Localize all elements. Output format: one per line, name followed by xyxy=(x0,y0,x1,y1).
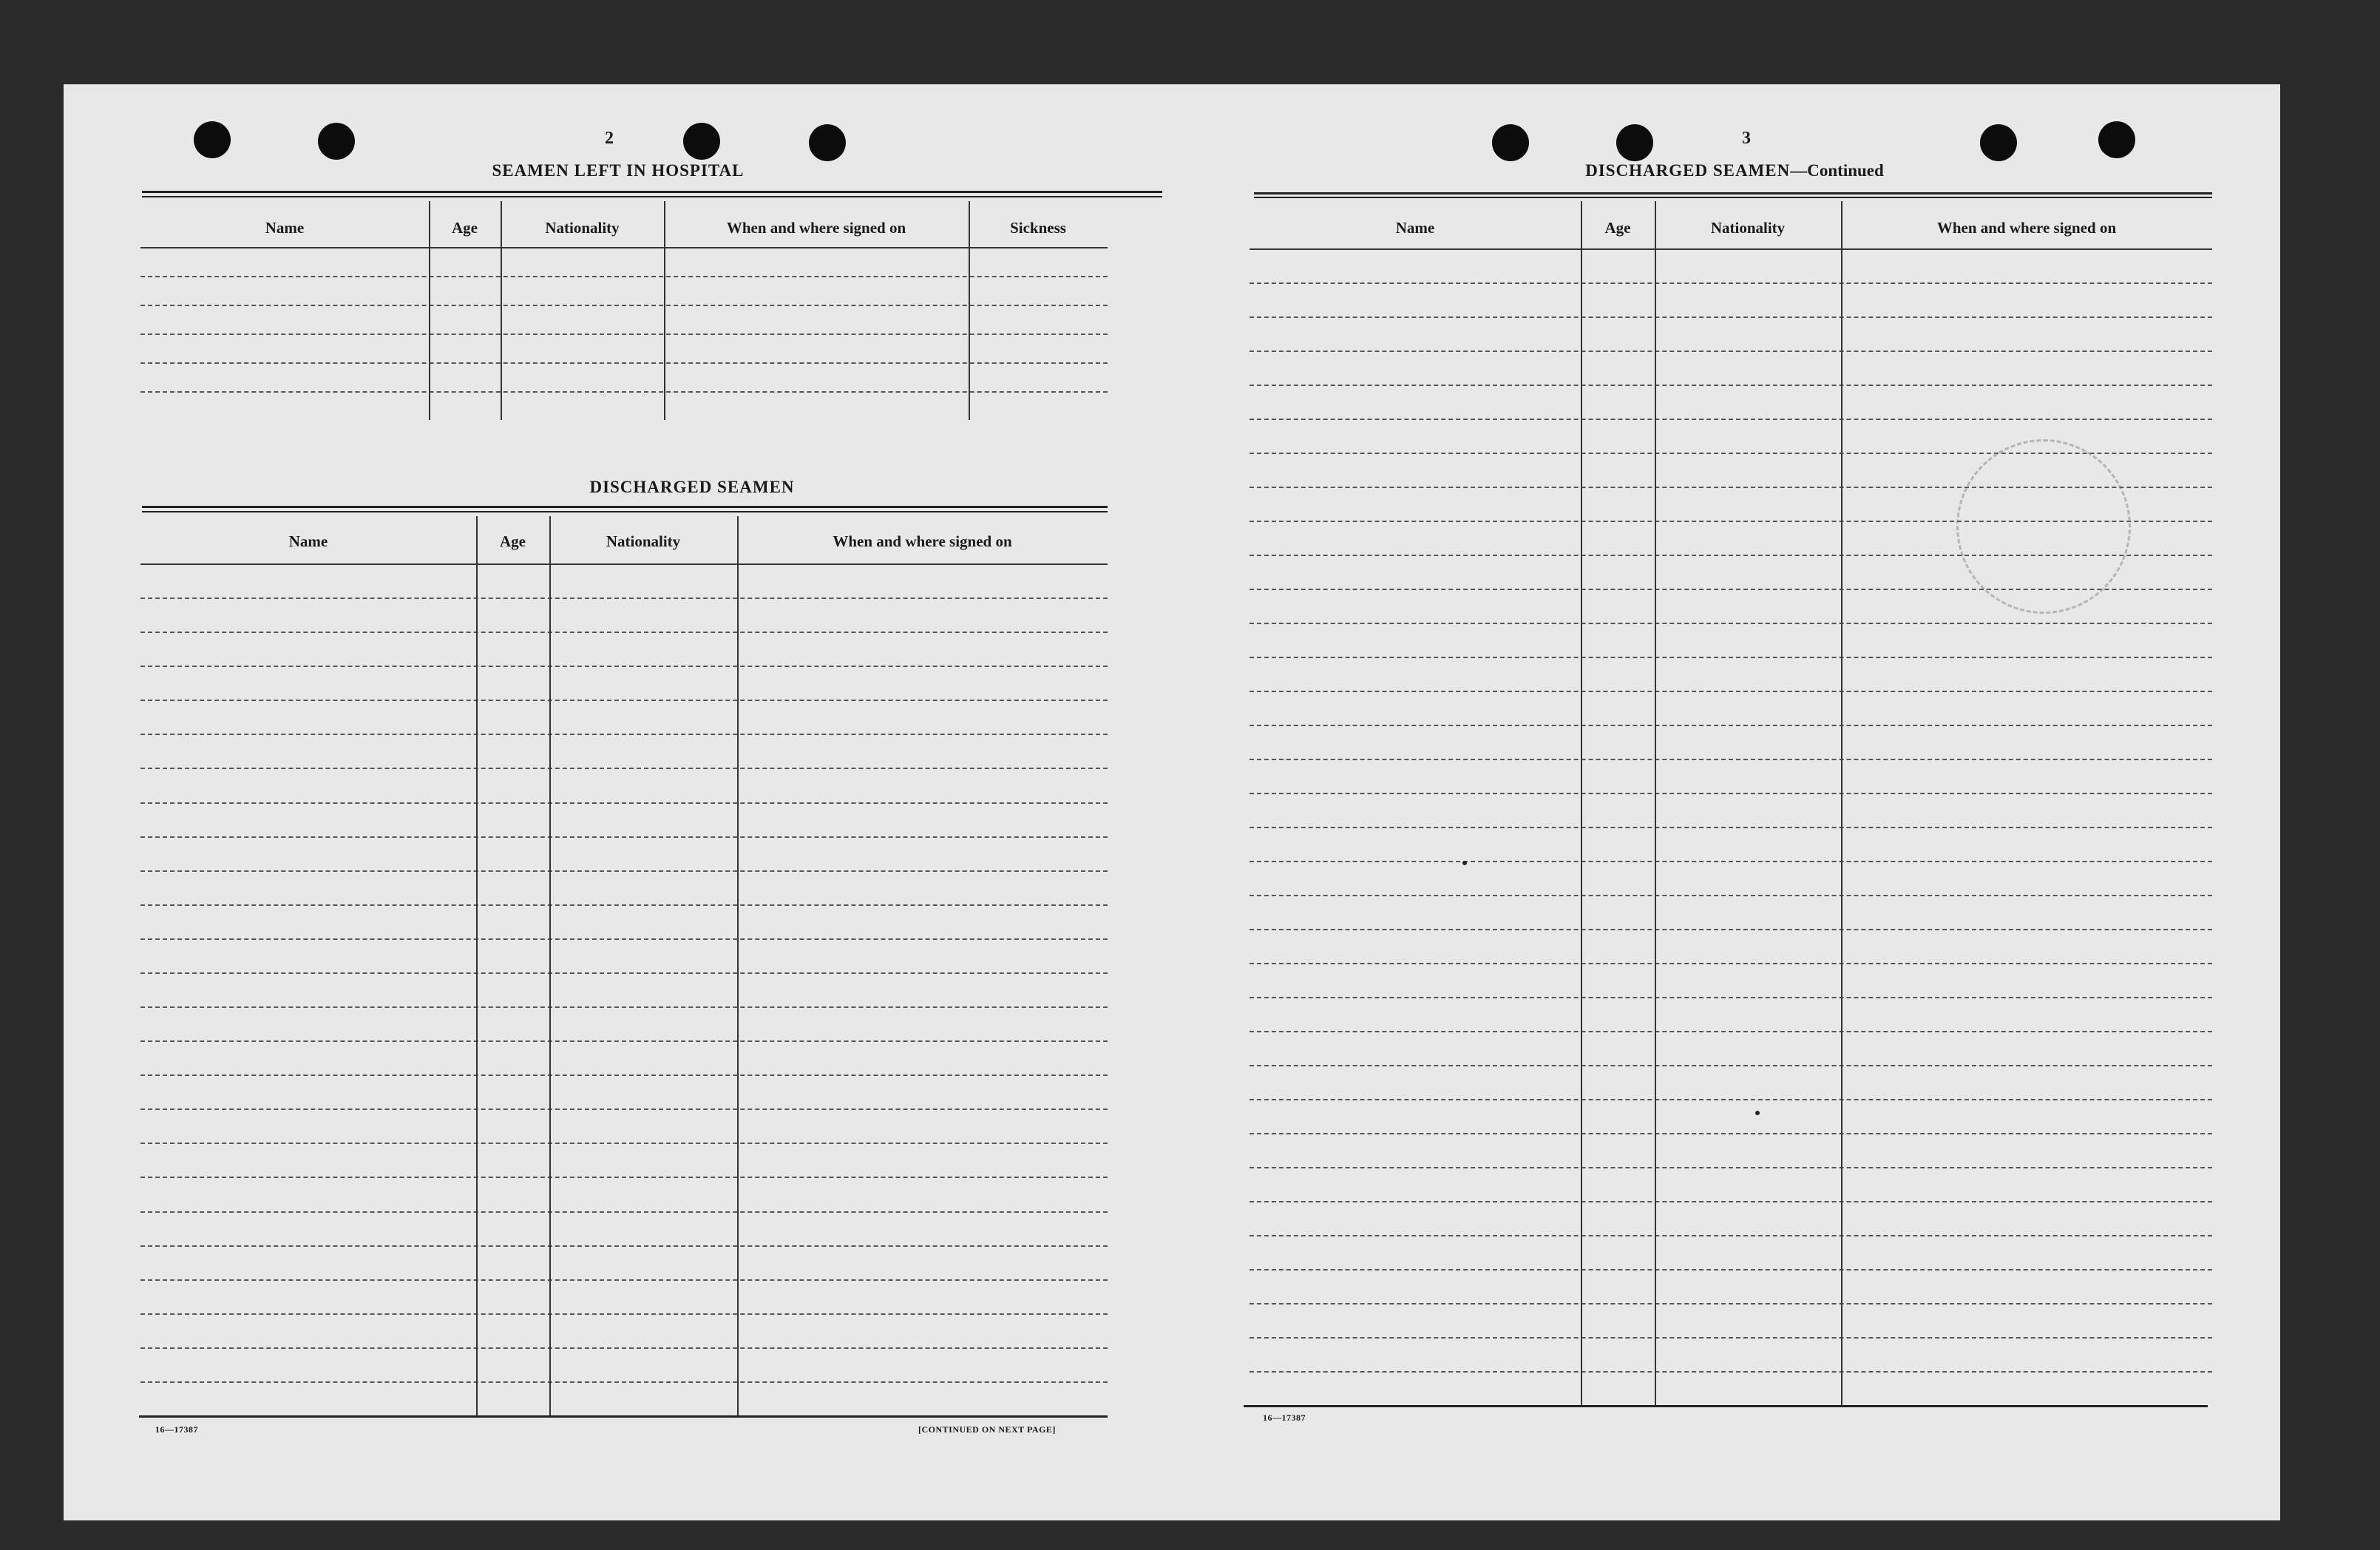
hospital-section-title: SEAMEN LEFT IN HOSPITAL xyxy=(492,161,745,180)
table-row xyxy=(140,1109,1108,1110)
header-divider xyxy=(140,247,1108,248)
column-divider xyxy=(969,201,970,420)
table-row xyxy=(140,632,1108,633)
form-code-right: 16—17387 xyxy=(1263,1412,1306,1423)
table-row xyxy=(140,1143,1108,1144)
table-row xyxy=(1250,1303,2212,1304)
table-row xyxy=(1250,1133,2212,1134)
col-header-nationality: Nationality xyxy=(606,532,681,550)
table-row xyxy=(140,734,1108,735)
table-row xyxy=(1250,1337,2212,1339)
form-code-left: 16—17387 xyxy=(155,1424,198,1435)
punch-hole xyxy=(318,123,355,160)
ink-speck xyxy=(1755,1111,1760,1115)
table-row xyxy=(140,1177,1108,1178)
table-row xyxy=(140,938,1108,940)
hospital-table xyxy=(140,201,1108,420)
table-row xyxy=(1250,793,2212,794)
discharged-continued-title xyxy=(1528,161,1942,180)
table-row xyxy=(1250,282,2212,284)
col-header-name: Name xyxy=(288,532,328,550)
table-row xyxy=(1250,895,2212,896)
col-header-name: Name xyxy=(1395,219,1435,237)
discharged-section-title: DISCHARGED SEAMEN xyxy=(589,478,795,496)
col-header-nationality: Nationality xyxy=(1710,219,1786,237)
discharged-table-left xyxy=(140,516,1108,1415)
table-row xyxy=(1250,1099,2212,1100)
header-rule xyxy=(142,191,1162,193)
punch-hole xyxy=(1492,124,1529,161)
table-row xyxy=(140,1347,1108,1349)
column-divider xyxy=(1655,201,1656,1405)
col-header-sickness: Sickness xyxy=(1010,219,1066,237)
col-header-name: Name xyxy=(265,219,305,237)
left-page-number: 2 xyxy=(605,129,614,148)
header-rule xyxy=(142,196,1162,197)
col-header-age: Age xyxy=(1604,219,1631,237)
table-row xyxy=(1250,691,2212,692)
table-row xyxy=(1250,623,2212,624)
table-row xyxy=(1250,351,2212,352)
column-divider xyxy=(1581,201,1582,1405)
col-header-signed-on: When and where signed on xyxy=(1936,219,2117,237)
punch-hole xyxy=(2098,121,2135,158)
table-row xyxy=(140,802,1108,804)
table-row xyxy=(1250,1235,2212,1236)
ink-speck xyxy=(1462,861,1467,865)
column-divider xyxy=(737,516,739,1415)
discharged-title-suffix: —Continued xyxy=(1790,161,1884,180)
table-row xyxy=(140,768,1108,769)
punch-hole xyxy=(194,121,231,158)
table-row xyxy=(1250,1371,2212,1373)
table-row xyxy=(140,1040,1108,1042)
table-row xyxy=(1250,1031,2212,1032)
table-row xyxy=(1250,929,2212,930)
table-row xyxy=(1250,963,2212,964)
column-divider xyxy=(1841,201,1842,1405)
col-header-age: Age xyxy=(500,532,526,550)
table-row xyxy=(140,391,1108,393)
right-page-number: 3 xyxy=(1742,129,1751,148)
table-row xyxy=(140,870,1108,872)
col-header-nationality: Nationality xyxy=(545,219,620,237)
table-row xyxy=(140,1074,1108,1076)
col-header-age: Age xyxy=(452,219,478,237)
table-row xyxy=(1250,997,2212,998)
punch-hole xyxy=(1616,124,1653,161)
table-row xyxy=(140,305,1108,306)
punch-hole xyxy=(809,124,846,161)
table-row xyxy=(1250,385,2212,386)
table-row xyxy=(140,666,1108,667)
column-divider xyxy=(476,516,478,1415)
column-divider xyxy=(501,201,502,420)
table-row xyxy=(140,836,1108,838)
table-row xyxy=(1250,1065,2212,1066)
table-row xyxy=(140,362,1108,364)
header-divider xyxy=(1250,248,2212,250)
discharged-title-main: DISCHARGED SEAMEN xyxy=(1585,161,1791,180)
table-row xyxy=(1250,759,2212,760)
table-row xyxy=(140,972,1108,974)
table-row xyxy=(1250,827,2212,828)
bottom-rule xyxy=(1244,1405,2208,1407)
header-rule xyxy=(142,511,1108,512)
column-divider xyxy=(429,201,430,420)
table-row xyxy=(1250,1201,2212,1202)
header-rule xyxy=(1254,197,2212,198)
punch-hole xyxy=(1980,124,2017,161)
col-header-signed-on: When and where signed on xyxy=(726,219,906,237)
table-row xyxy=(1250,317,2212,318)
table-row xyxy=(140,904,1108,906)
document-sheet xyxy=(64,84,2280,1520)
table-row xyxy=(140,598,1108,599)
column-divider xyxy=(549,516,551,1415)
table-row xyxy=(140,1381,1108,1383)
table-row xyxy=(140,1279,1108,1281)
col-header-signed-on: When and where signed on xyxy=(833,532,1012,550)
table-row xyxy=(140,1313,1108,1315)
header-rule xyxy=(142,506,1108,508)
column-divider xyxy=(664,201,665,420)
table-row xyxy=(1250,419,2212,420)
faint-stamp xyxy=(1956,439,2131,614)
punch-hole xyxy=(683,123,720,160)
table-row xyxy=(140,1211,1108,1213)
table-row xyxy=(140,1006,1108,1008)
bottom-rule xyxy=(139,1415,1108,1418)
header-rule xyxy=(1254,192,2212,194)
table-row xyxy=(1250,1167,2212,1168)
table-row xyxy=(1250,1269,2212,1270)
table-row xyxy=(1250,861,2212,862)
table-row xyxy=(140,700,1108,701)
header-divider xyxy=(140,564,1108,565)
table-row xyxy=(140,1245,1108,1247)
table-row xyxy=(1250,657,2212,658)
table-row xyxy=(1250,725,2212,726)
table-row xyxy=(140,334,1108,335)
table-row xyxy=(140,276,1108,277)
discharged-table-right xyxy=(1250,201,2212,1405)
continued-note: [CONTINUED ON NEXT PAGE] xyxy=(918,1424,1056,1435)
